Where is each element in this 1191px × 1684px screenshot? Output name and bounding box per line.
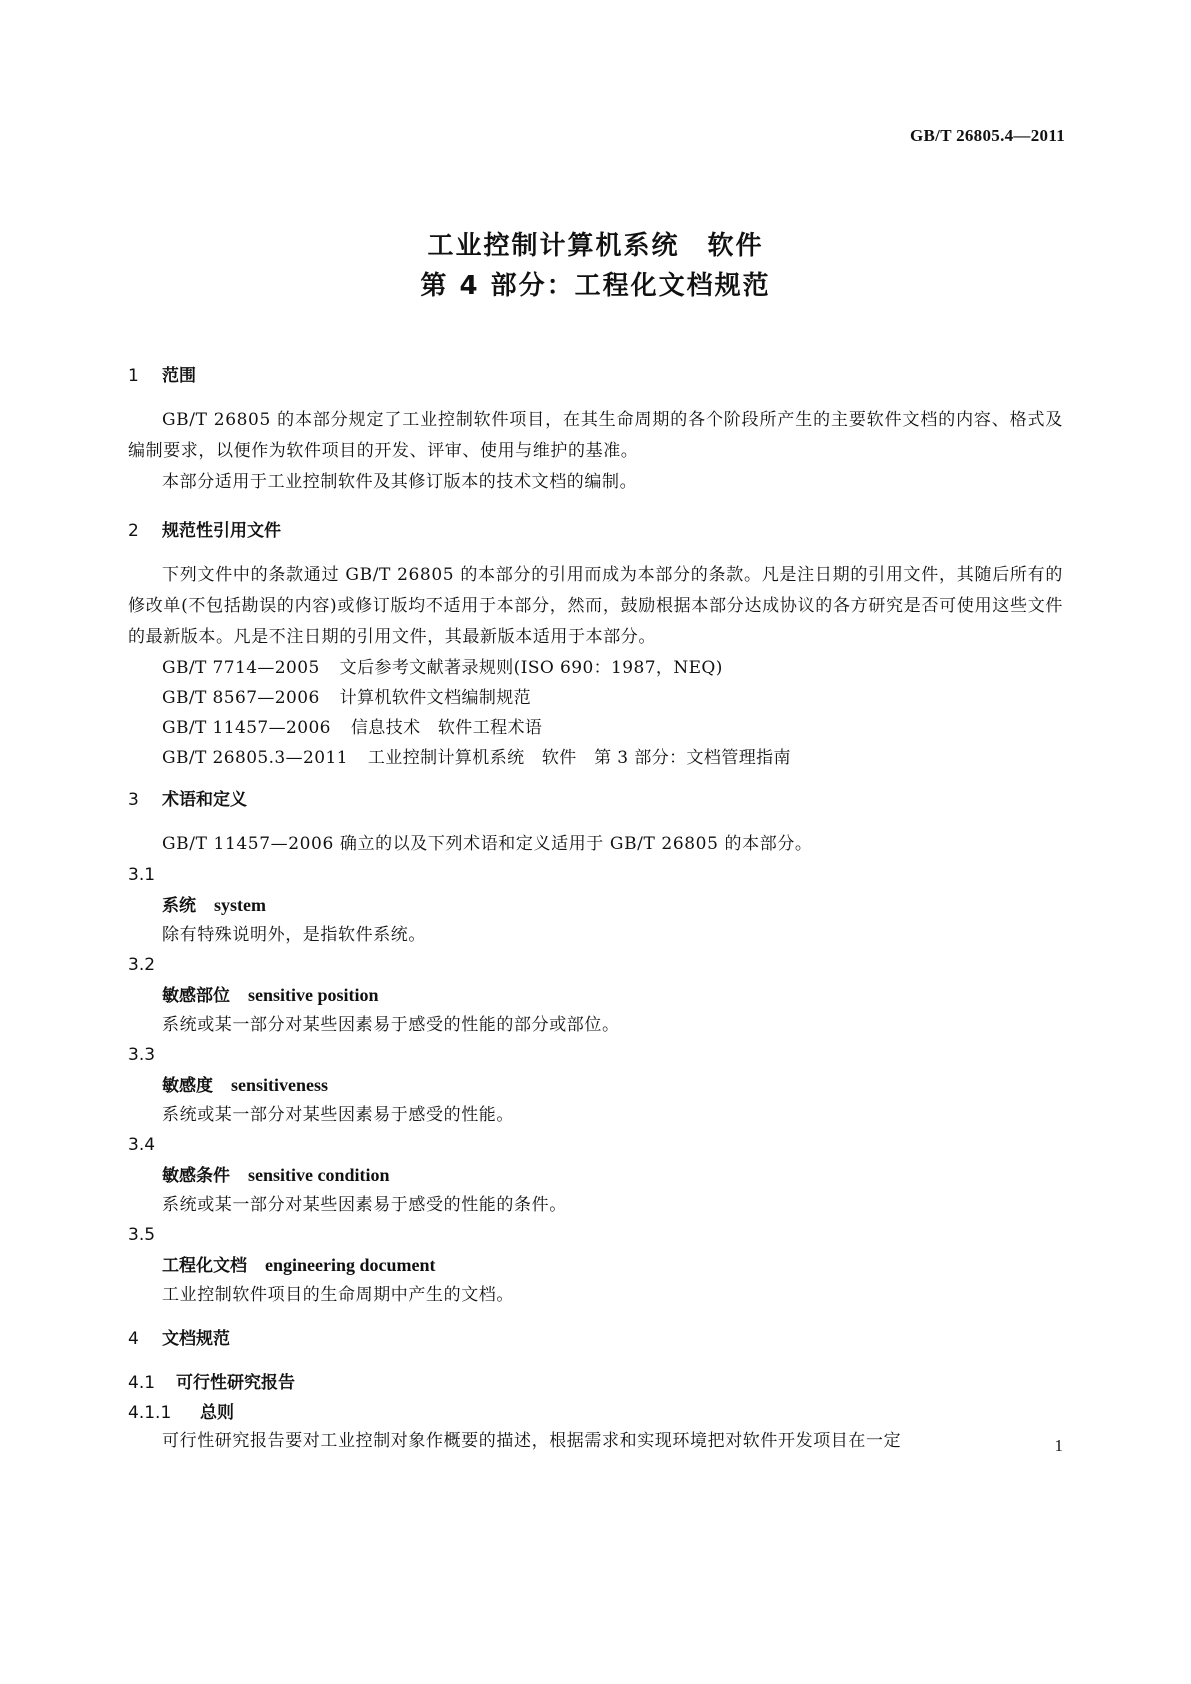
paragraph: GB/T 11457—2006 确立的以及下列术语和定义适用于 GB/T 26805 的本部分。 — [162, 834, 813, 854]
paragraph: 下列文件中的条款通过 GB/T 26805 的本部分的引用而成为本部分的条款。凡是注日期的引用文件，其随后所有的修改单(不包括勘误的内容)或修订版均不适用于本部分，然而，鼓励根据本部分达成协议的各方研究是否可使用这些文件的最新版本。凡是不注日期的引用文件，其最新版本适用于本部分。 — [128, 565, 1063, 647]
term-definition: 除有特殊说明外，是指软件系统。 — [162, 925, 426, 945]
subsection-title: 总则 — [200, 1403, 234, 1423]
term-english: sensitive position — [248, 985, 379, 1005]
paragraph: 可行性研究报告要对工业控制对象作概要的描述，根据需求和实现环境把对软件开发项目在一定 — [162, 1431, 902, 1451]
term-entry — [128, 1250, 1063, 1280]
subsection-heading — [128, 1370, 1063, 1396]
term-number: 3.3 — [128, 1045, 156, 1065]
term-chinese: 敏感条件 — [162, 1166, 230, 1186]
reference-code: GB/T 26805.3—2011 — [162, 748, 348, 768]
reference-title: 工业控制计算机系统 软件 第 3 部分：文档管理指南 — [367, 748, 791, 768]
term-definition: 系统或某一部分对某些因素易于感受的性能的条件。 — [162, 1195, 567, 1215]
term-entry — [128, 980, 1063, 1010]
reference-title: 计算机软件文档编制规范 — [339, 688, 532, 708]
term-english: sensitive condition — [248, 1165, 390, 1185]
document-body — [128, 363, 1063, 1457]
reference-code: GB/T 11457—2006 — [162, 718, 331, 738]
reference-item — [128, 653, 1063, 683]
term-definition: 系统或某一部分对某些因素易于感受的性能。 — [162, 1105, 514, 1125]
term-definition: 系统或某一部分对某些因素易于感受的性能的部分或部位。 — [162, 1015, 620, 1035]
term-number: 3.1 — [128, 865, 156, 885]
term-chinese: 工程化文档 — [162, 1256, 247, 1276]
reference-code: GB/T 8567—2006 — [162, 688, 320, 708]
section-number: 2 — [128, 521, 139, 541]
title-line-2: 第 4 部分：工程化文档规范 — [420, 271, 771, 301]
term-number: 3.5 — [128, 1225, 156, 1245]
reference-title: 信息技术 软件工程术语 — [350, 718, 543, 738]
reference-item — [128, 743, 1063, 773]
term-entry — [128, 890, 1063, 920]
subsection-number: 4.1.1 — [128, 1403, 172, 1423]
reference-title: 文后参考文献著录规则(ISO 690：1987，NEQ) — [339, 658, 723, 678]
term-chinese: 敏感度 — [162, 1076, 213, 1096]
subsection-title: 可行性研究报告 — [176, 1373, 295, 1393]
section-number: 3 — [128, 790, 139, 810]
term-english: sensitiveness — [231, 1075, 329, 1095]
page-number: 1 — [1054, 1436, 1063, 1455]
term-number: 3.4 — [128, 1135, 156, 1155]
term-english: system — [214, 895, 266, 915]
section-4-heading — [128, 1326, 1063, 1352]
section-2-heading — [128, 518, 1063, 544]
paragraph: GB/T 26805 的本部分规定了工业控制软件项目，在其生命周期的各个阶段所产生的主要软件文档的内容、格式及编制要求，以便作为软件项目的开发、评审、使用与维护的基准。 — [128, 410, 1063, 461]
section-1-heading — [128, 363, 1063, 389]
subsubsection-heading — [128, 1400, 1063, 1426]
document-title — [0, 226, 1191, 306]
term-english: engineering document — [265, 1255, 436, 1275]
term-number: 3.2 — [128, 955, 156, 975]
section-title: 文档规范 — [162, 1329, 230, 1349]
term-definition: 工业控制软件项目的生命周期中产生的文档。 — [162, 1285, 514, 1305]
reference-code: GB/T 7714—2005 — [162, 658, 320, 678]
reference-item — [128, 683, 1063, 713]
section-title: 规范性引用文件 — [162, 521, 281, 541]
paragraph: 本部分适用于工业控制软件及其修订版本的技术文档的编制。 — [162, 472, 638, 492]
term-chinese: 系统 — [162, 896, 196, 916]
section-number: 4 — [128, 1329, 139, 1349]
title-line-1: 工业控制计算机系统 软件 — [427, 231, 764, 261]
term-entry — [128, 1070, 1063, 1100]
section-3-heading — [128, 787, 1063, 813]
term-entry — [128, 1160, 1063, 1190]
section-title: 范围 — [162, 366, 196, 386]
subsection-number: 4.1 — [128, 1373, 156, 1393]
term-chinese: 敏感部位 — [162, 986, 230, 1006]
section-title: 术语和定义 — [162, 790, 247, 810]
standard-code: GB/T 26805.4—2011 — [910, 126, 1065, 145]
reference-item — [128, 713, 1063, 743]
section-number: 1 — [128, 366, 139, 386]
